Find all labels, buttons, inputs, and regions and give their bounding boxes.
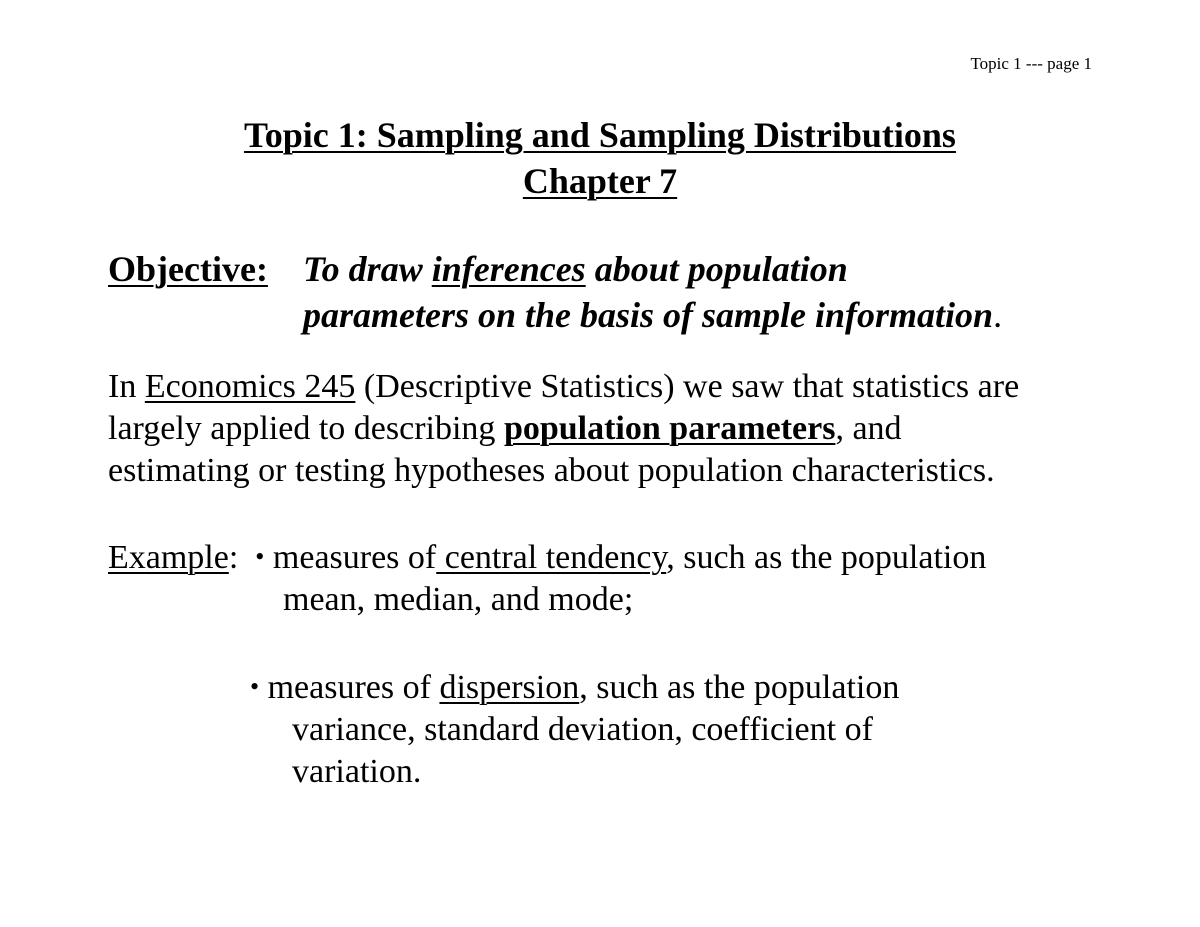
population-parameters-term: population parameters [503,410,836,447]
paragraph-line-2 [108,408,1108,450]
page-number-header: Topic 1 --- page 1 [970,54,1092,73]
course-reference: Economics 245 [144,368,356,405]
title-line-chapter: Chapter 7 [522,161,678,201]
example-colon: : [228,539,239,576]
example-bullet-2 [250,666,899,793]
objective-text-line1 [303,249,848,289]
bullet1-line-2: mean, median, and mode; [283,581,634,618]
bullet-icon: • [255,542,265,571]
example-section [108,536,986,621]
bullet2-text-a: measures of [259,669,440,706]
objective-keyword-inferences: inferences [431,249,586,289]
paragraph-line1-b: (Descriptive Statistics) we saw that statistics are [355,368,1020,405]
bullet1-text-b: , such as the population [666,539,987,576]
bullet2-line-3: variation. [292,753,422,790]
objective-text-line2: parameters on the basis of sample information [303,295,994,335]
paragraph-line-1 [108,366,1108,408]
bullet-icon: • [250,672,260,701]
example-label: Example [108,539,229,576]
paragraph-line2-a: largely applied to describing [108,410,504,447]
paragraph-line1-a: In [108,368,145,405]
example-bullet-1 [108,536,986,579]
objective-period: . [993,295,1003,335]
title-line-topic: Topic 1: Sampling and Sampling Distributions [244,115,956,155]
paragraph-line2-b: , and [835,410,902,447]
objective-section [108,246,1002,338]
bullet2-line-2: variance, standard deviation, coefficient of [292,711,873,748]
bullet2-line-1 [250,666,899,709]
paragraph-line-3: estimating or testing hypotheses about population characteristics. [108,452,995,489]
central-tendency-term: central tendency [436,539,667,576]
bullet2-text-b: , such as the population [579,669,900,706]
bullet1-text-a: measures of [264,539,437,576]
intro-paragraph [108,366,1108,492]
objective-text-b: about population [585,249,848,289]
objective-text-a: To draw [303,249,432,289]
dispersion-term: dispersion [439,669,580,706]
page-title [0,112,1200,204]
objective-label: Objective: [108,249,268,289]
